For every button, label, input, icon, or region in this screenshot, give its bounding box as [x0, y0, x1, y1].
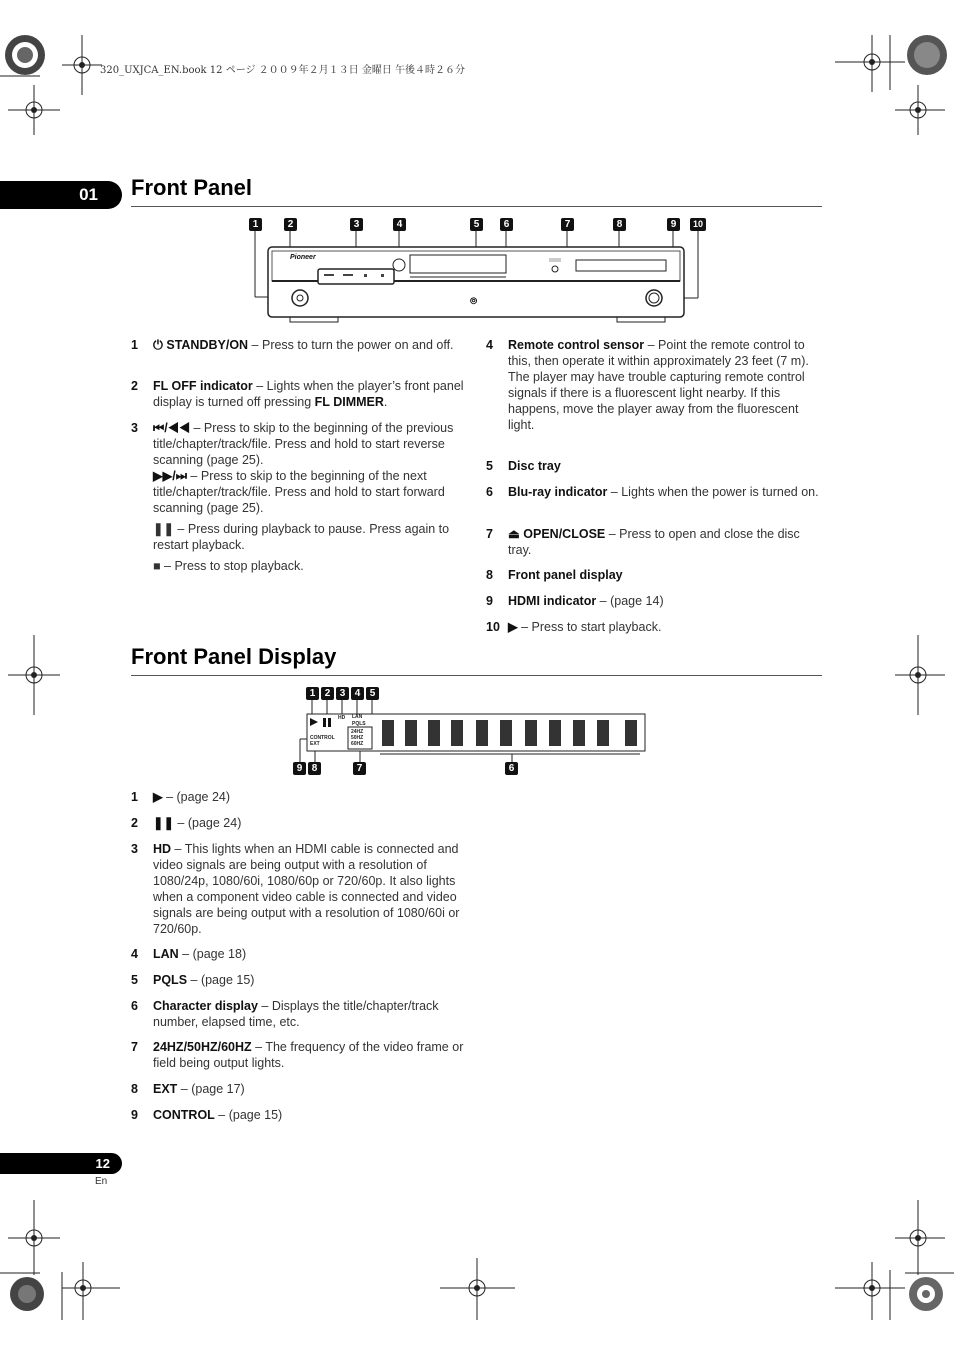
list-item: 9 CONTROL – (page 15) [131, 1108, 283, 1122]
list-item: 6 Blu-ray indicator – Lights when the power is turned on. [486, 485, 819, 499]
callout-badge: 4 [393, 218, 406, 231]
list-item: 10 ▶ – Press to start playback. [486, 620, 662, 634]
callout-badge: 1 [306, 687, 319, 700]
list-subitem: ■ – Press to stop playback. [153, 559, 304, 573]
indicator-ext: EXT [310, 741, 320, 747]
callout-badge: 9 [667, 218, 680, 231]
svg-text:⦾: ⦾ [470, 297, 478, 307]
language-code: En [95, 1176, 108, 1187]
callout-badge: 3 [336, 687, 349, 700]
list-item: 7 ⏏ OPEN/CLOSE – Press to open and close the disc tray. [486, 527, 800, 557]
list-item: 4 LAN – (page 18) [131, 947, 247, 961]
indicator-control: CONTROL [310, 735, 335, 741]
list-item: 2 FL OFF indicator – Lights when the player’s front panel display is turned off pressing FL DIMMER. [131, 379, 464, 409]
list-item: 3 HD – This lights when an HDMI cable is connected and video signals are being output with a resolution of 1080/24p, 1080/60i, 1080/60p or 720/60p. It also lights when a component video cable is connected and video signals are being output with a resolution of 1080/60i or 720/60p. [131, 842, 460, 936]
list-item: 2 ❚❚ – (page 24) [131, 816, 242, 830]
indicator-lan: LAN [352, 714, 363, 720]
callout-badge: 10 [690, 218, 706, 231]
list-item: 1 ▶ – (page 24) [131, 790, 231, 804]
callout-badge: 6 [505, 762, 518, 775]
front-panel-display-diagram [290, 684, 650, 779]
callout-badge: 7 [353, 762, 366, 775]
callout-badge: 7 [561, 218, 574, 231]
registration-target-icon [907, 35, 947, 75]
section-rule [131, 206, 822, 207]
section-title-front-panel-display: Front Panel Display [131, 644, 337, 669]
indicator-hd: HD [338, 715, 346, 721]
page-number: 12 [95, 1156, 110, 1171]
callout-badge: 2 [284, 218, 297, 231]
indicator-24hz: 24HZ [351, 729, 364, 735]
callout-badge: 5 [366, 687, 379, 700]
list-item: 5 PQLS – (page 15) [131, 973, 255, 987]
list-subitem: ❚❚ – Press during playback to pause. Press again to restart playback. [153, 522, 450, 552]
list-item: 5 Disc tray [486, 459, 561, 473]
list-item: 4 Remote control sensor – Point the remote control to this, then operate it within approximately 23 feet (7 m). The player may have trouble capturing remote control signals if there is a fluorescent light nearby. If this happens, move the player away from the fluorescent light. [486, 338, 809, 432]
list-item: 8 Front panel display [486, 568, 623, 582]
indicator-60hz: 60HZ [351, 741, 364, 747]
registration-target-icon [909, 1277, 943, 1311]
registration-target-icon [10, 1277, 44, 1311]
callout-badge: 6 [500, 218, 513, 231]
section-title-front-panel: Front Panel [131, 175, 253, 200]
chapter-number: 01 [79, 185, 98, 204]
list-item: 3 ⏮/◀◀ – Press to skip to the beginning of the previous title/chapter/track/file. Press and hold to start reverse scanning (page 25). ▶▶/⏭ – Press to skip to the beginning of the next title/chapter/track/file. Press and hold to start forward scanning (page 25). [131, 421, 454, 515]
brand-logo: Pioneer [290, 254, 316, 261]
registration-crosshair-icon [62, 35, 102, 95]
list-item: 1 ⏻ STANDBY/ON – Press to turn the power on and off. [131, 338, 454, 352]
indicator-pqls: PQLS [352, 721, 366, 727]
callout-badge: 1 [249, 218, 262, 231]
callout-badge: 8 [613, 218, 626, 231]
callout-badge: 9 [293, 762, 306, 775]
list-item: 7 24HZ/50HZ/60HZ – The frequency of the video frame or field being output lights. [131, 1040, 464, 1070]
registration-target-icon [5, 35, 45, 75]
print-header: 320_UXJCA_EN.book 12 ページ ２００９年２月１３日 金曜日 午後４時２６分 [100, 65, 466, 76]
list-item: 9 HDMI indicator – (page 14) [486, 594, 664, 608]
front-panel-diagram [240, 214, 720, 326]
list-item: 8 EXT – (page 17) [131, 1082, 245, 1096]
callout-badge: 3 [350, 218, 363, 231]
section-rule [131, 675, 822, 676]
callout-badge: 8 [308, 762, 321, 775]
callout-badge: 4 [351, 687, 364, 700]
list-item: 6 Character display – Displays the title/chapter/track number, elapsed time, etc. [131, 999, 439, 1029]
callout-badge: 5 [470, 218, 483, 231]
indicator-50hz: 50HZ [351, 735, 364, 741]
callout-badge: 2 [321, 687, 334, 700]
